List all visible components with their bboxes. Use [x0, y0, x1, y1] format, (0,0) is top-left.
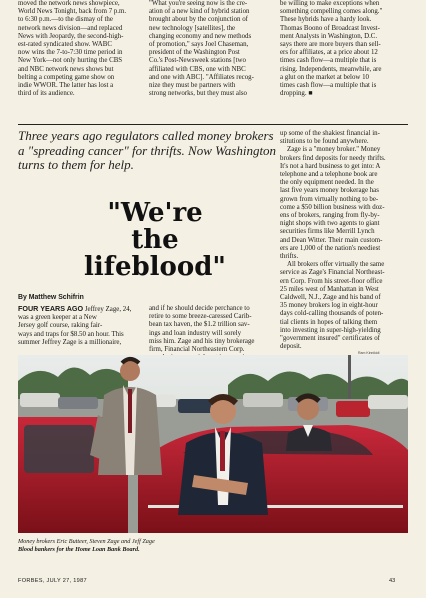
photo-pole — [348, 355, 351, 405]
text-line: retire to some breeze-caressed Carib- — [149, 313, 252, 321]
text-line: up some of the shakiest financial in- — [280, 130, 380, 137]
text-line: the only equipment needed. In the — [280, 179, 374, 187]
text-line: All brokers offer virtually the same — [287, 261, 385, 269]
headline-line: lifeblood" — [84, 252, 226, 282]
text-line: News with Jeopardy, the second-high- — [18, 32, 124, 40]
text-line: tial clients in hopes of talking them — [280, 318, 378, 326]
article-column-2 — [149, 305, 276, 362]
text-line: 25 miles west of Manhattan in West — [280, 285, 379, 293]
text-line: a glut on the market at below 10 — [280, 73, 369, 81]
text-line: and NBC network news shows but — [18, 65, 114, 73]
text-line: ers are 1,000 of the nation's neediest — [280, 244, 381, 252]
text-line: and Dean Witter. Their main custom- — [280, 236, 383, 244]
text-line: deposit. — [280, 343, 302, 351]
text-line: times cash flow—a multiple that is — [280, 57, 377, 65]
photo-caption: Money brokers Eric Butteer, Steven Zage and Jeff Zage — [18, 538, 155, 545]
text-line: "government insured" certificates of — [280, 335, 380, 343]
section-divider — [18, 124, 408, 125]
text-line: New York—not only hurting the CBS — [18, 57, 123, 65]
text-line: ern Corp. From his street-floor office — [280, 277, 383, 285]
article-photo — [18, 355, 408, 533]
text-line: ment Analysts in Washington, D.C. — [280, 32, 378, 40]
text-line: indie WWOR. The latter has lost a — [18, 82, 114, 90]
article-headline — [80, 200, 230, 281]
byline: By Matthew Schifrin — [18, 294, 84, 301]
top-column-3 — [280, 0, 408, 98]
text-line: thrifts. — [280, 253, 299, 261]
text-line: est-rated syndicated show. WABC — [18, 41, 112, 49]
text-line: It's not a hard business to get into: A — [280, 162, 381, 170]
text-line: brought about by the conjunction of — [149, 16, 248, 24]
text-line: These hybrids have a hardy look. — [280, 16, 372, 24]
text-line: Co.'s Post-Newsweek stations [two — [149, 57, 246, 65]
photo-credit: Ram Kinnikidi — [358, 351, 380, 355]
text-line: affiliated with CBS, one with NBC — [149, 65, 246, 73]
top-column-1 — [18, 0, 145, 98]
text-line: securities firms like Merrill Lynch — [280, 228, 375, 236]
text-line: new technology [satellites], the — [149, 24, 236, 32]
text-line: days cold-calling thousands of poten- — [280, 310, 384, 318]
page-footer: FORBES, JULY 27, 1987 — [18, 578, 87, 584]
drop-cap: FOUR YEARS AGO — [18, 304, 84, 313]
page-number: 43 — [389, 578, 396, 584]
text-line: World News Tonight, back from 7 p.m. — [18, 8, 127, 16]
text-line: ation of a new kind of hybrid station — [149, 8, 250, 16]
text-line: third of its audience. — [18, 90, 75, 98]
text-line: nize they must be partners with — [149, 82, 236, 90]
text-line: summer Jeffrey Zage is a millionaire, — [18, 338, 122, 346]
text-line: belting a competing game show on — [18, 73, 115, 81]
text-line: to 6:30 p.m.—to the dismay of the — [18, 16, 113, 24]
text-line: and if he should decide perchance to — [149, 305, 250, 312]
text-line: Caldwell, N.J., Zage and his band of — [280, 294, 381, 302]
text-line: something compelling comes along." — [280, 8, 383, 16]
text-line: service as Zage's Financial Northeast- — [280, 269, 385, 277]
text-line: ers for affiliates, at a price about 12 — [280, 49, 378, 57]
text-line: stitutions to be found anywhere. — [280, 138, 369, 146]
text-line: moved the network news showpiece, — [18, 0, 120, 7]
text-line: Zage is a "money broker." Money — [287, 146, 381, 154]
text-line: last five years money brokerage has — [280, 187, 379, 195]
text-line: FOUR YEARS AGO Jeffrey Zage, 24, — [18, 304, 132, 313]
text-line: says there are more buyers than sell- — [280, 41, 381, 49]
text-line: of promotion," says Joel Chaseman, — [149, 41, 249, 49]
article-dek: Three years ago regulators called money brokers a "spreading cancer" for thrifts. Now Washington turns to them for help. — [18, 128, 277, 172]
text-line: "What you're seeing now is the cre- — [149, 0, 248, 7]
text-line: dropping. ■ — [280, 90, 313, 98]
headline-line: "We're the — [107, 198, 203, 255]
photo-caption-title: Blood bankers for the Home Loan Bank Board. — [18, 546, 140, 553]
text-line: miss him. Zage and his tiny brokerage — [149, 337, 255, 345]
text-line: Thomas Boono of Broadcast Invest- — [280, 24, 380, 32]
text-line: was a green keeper at a New — [18, 314, 97, 322]
text-line: Jersey golf course, raking fair- — [18, 322, 103, 330]
text-line: strong networks, but they must also — [149, 90, 247, 98]
text-line: times cash flow—a multiple that is — [280, 82, 377, 90]
top-column-2 — [149, 0, 276, 98]
text-line: into investing in super-high-yielding — [280, 326, 381, 334]
text-line: president of the Washington Post — [149, 49, 240, 57]
text-line: 35 money brokers log in eight-hour — [280, 302, 378, 310]
text-line: night shops with two agents to giant — [280, 220, 380, 228]
text-line: telephone and a telephone book are — [280, 171, 378, 179]
text-line: ens of brokers, ranging from fly-by- — [280, 212, 380, 220]
text-line: network news division—and replaced — [18, 24, 123, 32]
text-line: ways and traps for $8.50 an hour. This — [18, 330, 124, 338]
text-line: now wins the 7-to-7:30 time period in — [18, 49, 123, 57]
text-line: ings and loan industry will sorely — [149, 329, 242, 337]
left-car-window — [24, 425, 94, 473]
text-line: brokers find deposits for needy thrifts. — [280, 154, 386, 162]
text-line: come a $50 billion business with doz- — [280, 203, 385, 211]
article-column-3 — [280, 130, 408, 351]
text-line: bean tax haven, the $1.2 trillion sav- — [149, 321, 250, 329]
text-line: rising. Independents, meanwhile, are — [280, 65, 382, 73]
text-line: be willing to make exceptions when — [280, 0, 380, 7]
text-line: grown from virtually nothing to be- — [280, 195, 379, 203]
text-line: and one with ABC]. "Affiliates recog- — [149, 73, 254, 81]
text-line: firm, Financial Northeastern Corp. — [149, 346, 245, 354]
article-column-1 — [18, 305, 145, 347]
text-line: changing economy and new methods — [149, 32, 252, 40]
